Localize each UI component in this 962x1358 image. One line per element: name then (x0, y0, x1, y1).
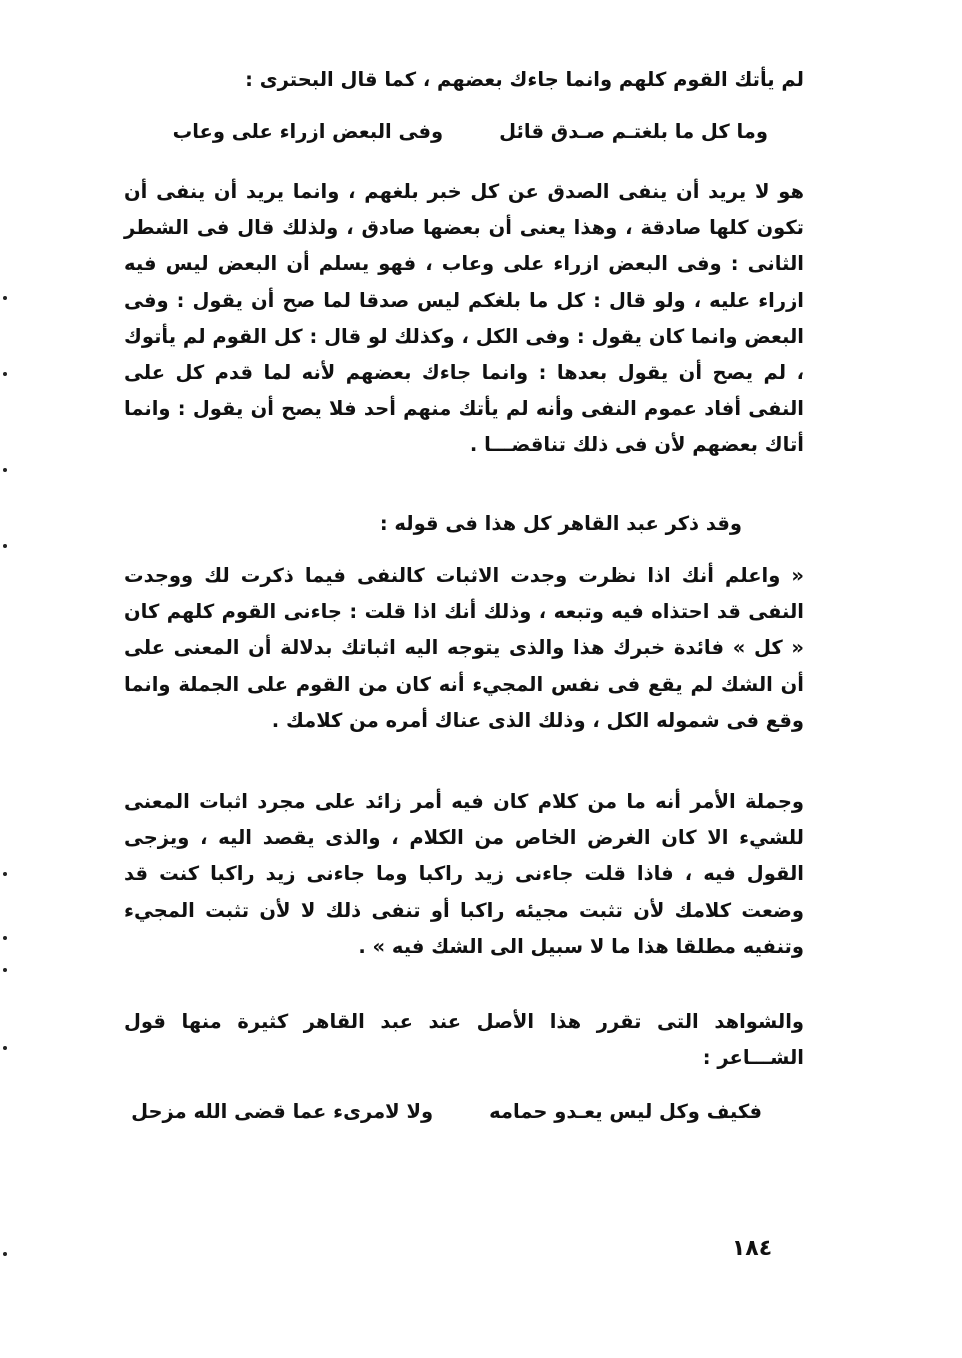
scan-speck (3, 936, 7, 940)
paragraph-1-text: هو لا يريد أن ينفى الصدق عن كل خبر بلغهم ، وانما يريد أن ينفى أن تكون كلها صادقة ، وهذا يعنى أن بعضها صادق ، ولذلك قال فى الشطر الثانى : وفى البعض ازراء على وعاب ، فهو يسلم أن البعض ليس فيه ازراء عليه ، ولو قال : كل ما بلغكم ليس صدقا لما صح أن يقول : وفى البعض وانما كان يقول : وفى الكل ، وكذلك لو قال : كل القوم لم يأتوك ، لم يصح أن يقول بعدها : وانما جاءك بعضهم لأنه لما قدم كل على النفى أفاد عموم النفى وأنه لم يأتك منهم أحد فلا يصح أن يقول : وانما أتاك بعضهم لأن فى ذلك تناقضـــا . (124, 180, 804, 457)
scan-speck (3, 872, 7, 876)
intro-line (124, 62, 804, 98)
paragraph-3-quote (124, 558, 804, 739)
paragraph-1 (124, 174, 804, 464)
verse-1-second-hemistich: وفى البعض ازراء على وعاب (172, 120, 444, 143)
scan-speck (3, 1046, 7, 1050)
verse-1 (124, 114, 804, 150)
paragraph-3-text: « واعلم أنك اذا نظرت وجدت الاثبات كالنفى فيما ذكرت لك ووجدت النفى قد احتذاه فيه وتبعه ، وذلك أنك اذا قلت : جاءنى القوم كلهم كان « كل » فائدة خبرك هذا والذى يتوجه اليه اثباتك بدلالة أن المعنى على أن الشك لم يقع فى نفس المجيء أنه كان من القوم على الجملة وانما وقع فى شموله الكل ، وذلك الذى عناك أمره من كلامك . (124, 564, 804, 732)
scan-speck (3, 468, 7, 472)
verse-2-second-hemistich: ولا لامرىء عما قضى الله مزحل (131, 1100, 434, 1123)
paragraph-5-text: والشواهد التى تقرر هذا الأصل عند عبد القاهر كثيرة منها قول الشـــاعر : (124, 1010, 804, 1070)
page-number: ١٨٤ (731, 1236, 773, 1261)
verse-2-first-hemistich: فكيف وكل ليس يعـدو حمامه (489, 1100, 762, 1123)
verse-2 (124, 1094, 804, 1130)
paragraph-4-text: وجملة الأمر أنه ما من كلام كان فيه أمر زائد على مجرد اثبات المعنى للشيء الا كان الغرض الخاص من الكلام ، والذى يقصد اليه ، ويزجى القول فيه ، فاذا قلت جاءنى زيد راكبا وما جاءنى زيد راكبا كنت قد وضعت كلامك لأن تثبت مجيئه راكبا أو تنفى ذلك لا لأن تثبت المجيء وتنفيه مطلقا هذا ما لا سبيل الى الشك فيه » . (124, 790, 804, 958)
intro-text: لم يأتك القوم كلهم وانما جاءك بعضهم ، كما قال البحترى : (245, 68, 804, 91)
verse-1-first-hemistich: وما كل ما بلغتـم صـدق قائل (499, 120, 768, 143)
scan-speck (3, 544, 7, 548)
scan-speck (3, 296, 7, 300)
scan-speck (3, 372, 7, 376)
paragraph-4 (124, 784, 804, 965)
paragraph-2-text: وقد ذكر عبد القاهر كل هذا فى قوله : (379, 512, 742, 535)
paragraph-2 (124, 506, 804, 542)
paragraph-5 (124, 1004, 804, 1076)
scan-speck (3, 1252, 7, 1256)
scan-speck (3, 968, 7, 972)
